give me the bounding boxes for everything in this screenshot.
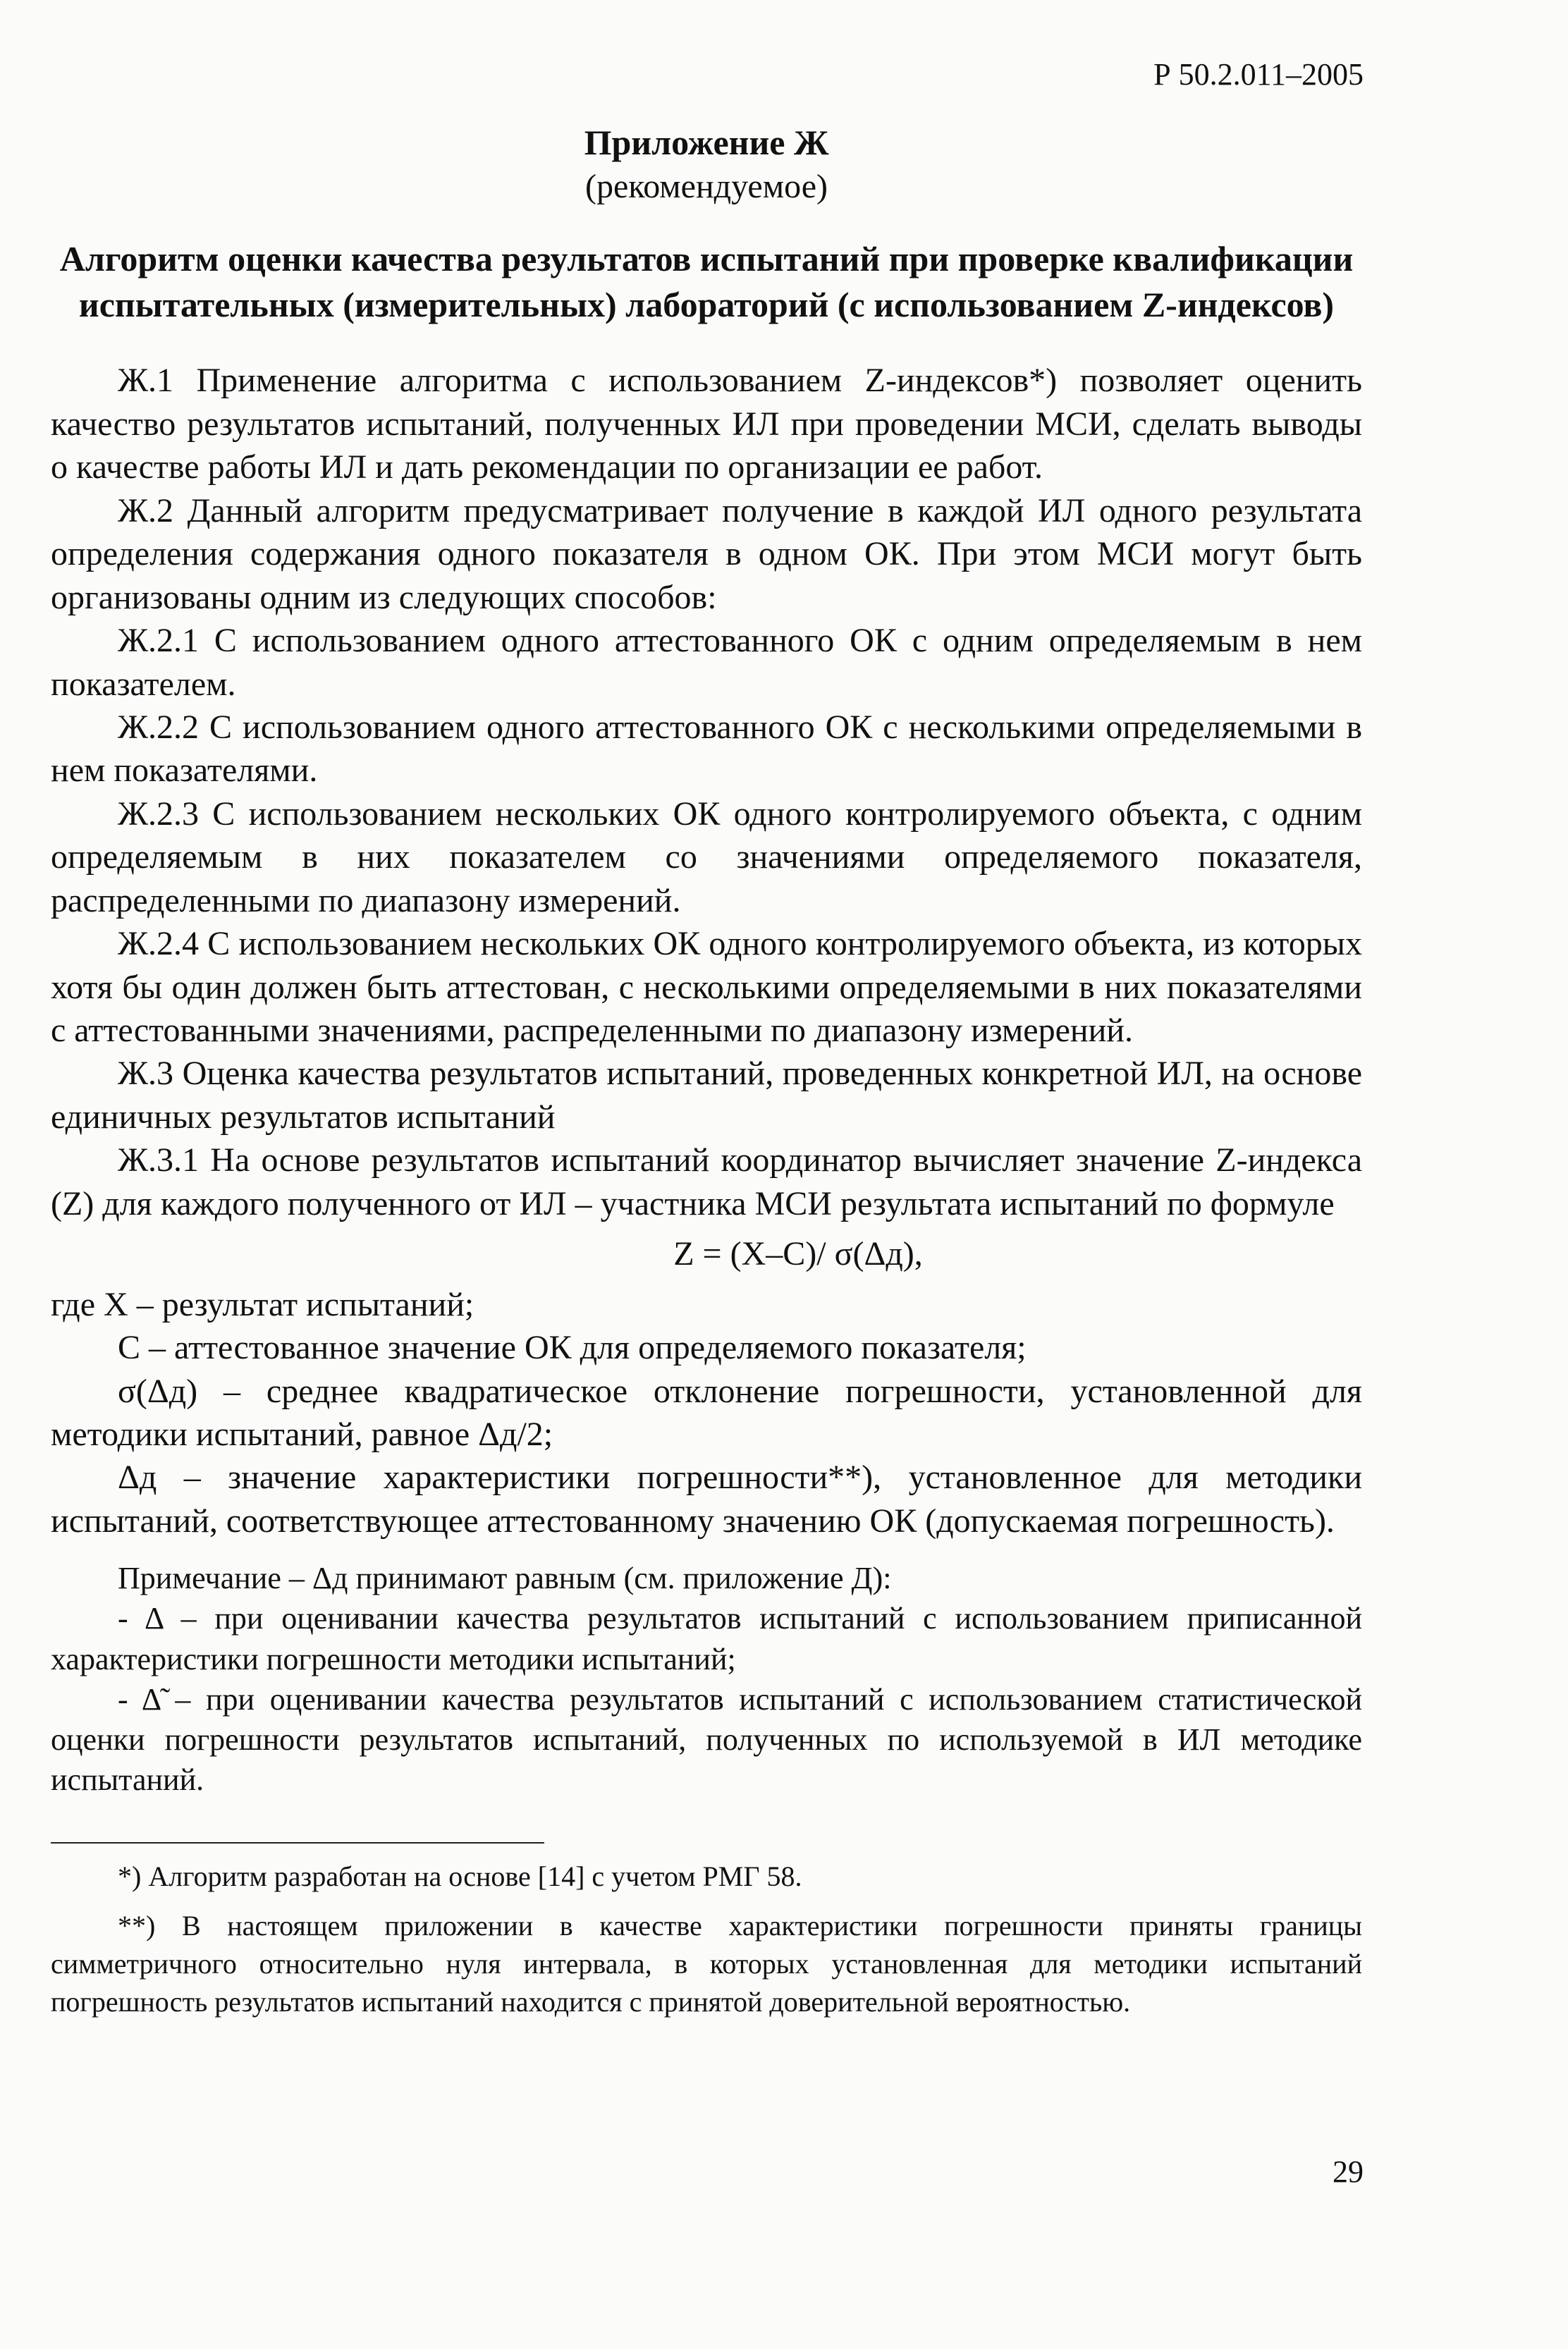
- paragraph-zh2-3: Ж.2.3 С использованием нескольких ОК одного контролируемого объекта, с одним определяемым в них показателем со значениями определяемого показателя, распределенными по диапазону измерений.: [51, 795, 1362, 919]
- footnote-2: **) В настоящем приложении в качестве характеристики погрешности приняты границы симметричного относительно нуля интервала, в которых установленная для методики испытаний погрешность результатов испытаний находится с принятой доверительной вероятностью.: [51, 1910, 1362, 2018]
- page-number: 29: [1333, 2154, 1364, 2189]
- paragraph-zh2-2: Ж.2.2 С использованием одного аттестованного ОК с несколькими определяемыми в нем показателями.: [51, 708, 1362, 790]
- footnotes: [51, 1858, 1362, 2021]
- note-item: - Δ – при оценивании качества результатов испытаний с использованием приписанной характеристики погрешности методики испытаний;: [51, 1601, 1362, 1676]
- appendix-subtitle: (рекомендуемое): [585, 168, 828, 205]
- paragraph-zh3: Ж.3 Оценка качества результатов испытаний, проведенных конкретной ИЛ, на основе единичных результатов испытаний: [51, 1055, 1362, 1136]
- legend-sigma: σ(Δд) – среднее квадратическое отклонение погрешности, установленной для методики испытаний, равное Δд/2;: [51, 1372, 1362, 1453]
- legend-x: где X – результат испытаний;: [51, 1285, 474, 1323]
- page-content: [51, 120, 1362, 2032]
- legend-c: C – аттестованное значение ОК для определяемого показателя;: [118, 1329, 1027, 1367]
- z-formula: Z = (X–C)/ σ(Δд),: [673, 1235, 923, 1273]
- note-block: [51, 1558, 1362, 1800]
- legend-delta: Δд – значение характеристики погрешности**), установленное для методики испытаний, соответствующее аттестованному значению ОК (допускаемая погрешность).: [51, 1459, 1362, 1540]
- formula-legend: [51, 1283, 1362, 1543]
- note-head: Примечание – Δд принимают равным (см. приложение Д):: [118, 1561, 892, 1596]
- footnote-divider: [51, 1842, 544, 1844]
- section-title: Алгоритм оценки качества результатов испытаний при проверке квалификации испытательных (измерительных) лабораторий (с использованием Z-индексов): [59, 239, 1354, 325]
- paragraph-zh3-1: Ж.3.1 На основе результатов испытаний координатор вычисляет значение Z-индекса (Z) для каждого полученного от ИЛ – участника МСИ результата испытаний по формуле: [51, 1141, 1362, 1222]
- paragraph-zh2-4: Ж.2.4 С использованием нескольких ОК одного контролируемого объекта, из которых хотя бы один должен быть аттестован, с несколькими определяемыми в них показателями с аттестованными значениями, распределенными по диапазону измерений.: [51, 925, 1362, 1049]
- paragraph-zh2: Ж.2 Данный алгоритм предусматривает получение в каждой ИЛ одного результата определения содержания одного показателя в одном ОК. При этом МСИ могут быть организованы одним из следующих способов:: [51, 491, 1362, 616]
- document-code: Р 50.2.011–2005: [1153, 57, 1364, 92]
- paragraph-zh1: Ж.1 Применение алгоритма с использованием Z-индексов*) позволяет оценить качество результатов испытаний, полученных ИЛ при проведении МСИ, сделать выводы о качестве работы ИЛ и дать рекомендации по организации ее работ.: [51, 362, 1362, 486]
- paragraph-zh2-1: Ж.2.1 С использованием одного аттестованного ОК с одним определяемым в нем показателем.: [51, 622, 1362, 703]
- note-item: - Δ̃ – при оценивании качества результатов испытаний с использованием статистической оценки погрешности результатов испытаний, полученных по используемой в ИЛ методике испытаний.: [51, 1681, 1362, 1798]
- footnote-1: *) Алгоритм разработан на основе [14] с учетом РМГ 58.: [118, 1860, 802, 1893]
- appendix-title: Приложение Ж: [584, 123, 829, 162]
